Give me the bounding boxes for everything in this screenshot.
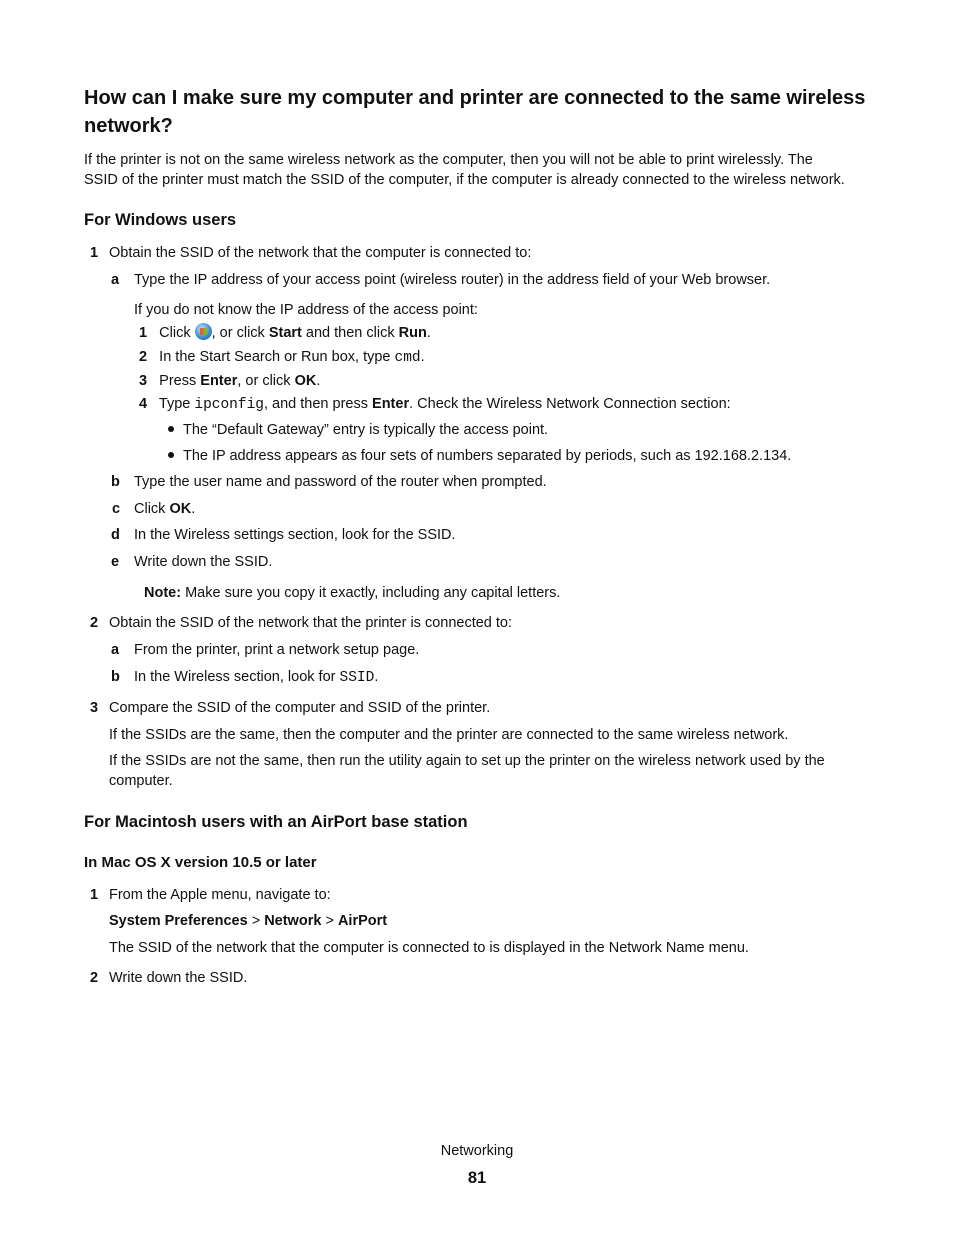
sub-step-2-number: 2 bbox=[139, 349, 148, 365]
sub-step-2-end: . bbox=[420, 349, 425, 365]
bullet-2 bbox=[168, 452, 174, 458]
sub-step-2-pre: In the Start Search or Run box, type bbox=[159, 349, 391, 365]
sub-step-2 bbox=[139, 347, 425, 368]
bullet-1 bbox=[168, 426, 174, 432]
sub-step-1-mid2: and then click bbox=[305, 325, 395, 341]
sub-step-1-pre: Click bbox=[159, 325, 191, 341]
step-1c-text bbox=[134, 499, 195, 519]
step-2-number: 2 bbox=[90, 615, 99, 631]
step-2-text: Obtain the SSID of the network that the printer is connected to: bbox=[109, 615, 513, 631]
mac-step-2-number: 2 bbox=[90, 970, 99, 986]
path-system-preferences: System Preferences bbox=[109, 913, 248, 929]
mac-step-1-desc: The SSID of the network that the computer is connected to is displayed in the Network Name menu. bbox=[109, 940, 749, 956]
sub-step-3-end: . bbox=[316, 373, 321, 389]
note-label: Note: bbox=[144, 585, 182, 601]
mac-step-2-text: Write down the SSID. bbox=[109, 970, 248, 986]
sub-step-1 bbox=[139, 323, 431, 343]
mac-step-1-number: 1 bbox=[90, 887, 99, 903]
page-number: 81 bbox=[467, 1169, 487, 1187]
sub-step-3-number: 3 bbox=[139, 373, 148, 389]
mac-menu-path bbox=[109, 911, 387, 931]
sub-step-3-ok: OK bbox=[294, 373, 317, 389]
note bbox=[144, 583, 560, 603]
path-network: Network bbox=[264, 913, 322, 929]
step-1c-end: . bbox=[191, 501, 196, 517]
intro-line-1: If the printer is not on the same wireless network as the computer, then you will not be able to print wirelessly. The bbox=[84, 152, 813, 168]
step-1e-text: Write down the SSID. bbox=[134, 554, 273, 570]
sub-step-3 bbox=[139, 371, 320, 391]
sub-step-4-end: . Check the Wireless Network Connection section: bbox=[409, 396, 731, 412]
sub-step-1-end: . bbox=[426, 325, 431, 341]
bullet-1-text: The “Default Gateway” entry is typically the access point. bbox=[183, 422, 549, 438]
sub-step-4-number: 4 bbox=[139, 396, 148, 412]
sub-step-1-start: Start bbox=[268, 325, 302, 341]
sub-step-1-mid1: , or click bbox=[211, 325, 265, 341]
step-3-para-2a: If the SSIDs are not the same, then run the utility again to set up the printer on the wireless network used by the bbox=[109, 753, 825, 769]
step-2b-end: . bbox=[374, 669, 379, 685]
windows-start-icon bbox=[195, 323, 212, 340]
sub-step-4-enter: Enter bbox=[372, 396, 410, 412]
bullet-2-text: The IP address appears as four sets of numbers separated by periods, such as 192.168.2.134. bbox=[183, 448, 792, 464]
step-3-para-1: If the SSIDs are the same, then the computer and the printer are connected to the same wireless network. bbox=[109, 727, 789, 743]
intro-line-2: SSID of the printer must match the SSID of the computer, if the computer is already connected to the wireless network. bbox=[84, 172, 845, 188]
step-1d-letter: d bbox=[111, 527, 120, 543]
sub-step-2-code: cmd bbox=[394, 350, 421, 366]
sub-step-4-code: ipconfig bbox=[194, 397, 264, 413]
step-1c-pre: Click bbox=[134, 501, 166, 517]
mac-step-1-text: From the Apple menu, navigate to: bbox=[109, 887, 331, 903]
step-1e-letter: e bbox=[111, 554, 120, 570]
sub-step-3-mid: , or click bbox=[237, 373, 291, 389]
sub-step-4 bbox=[139, 394, 731, 415]
sub-step-3-enter: Enter bbox=[200, 373, 238, 389]
step-2b-pre: In the Wireless section, look for bbox=[134, 669, 336, 685]
step-1c-ok: OK bbox=[169, 501, 192, 517]
step-1a-text: Type the IP address of your access point (wireless router) in the address field of your Web browser. bbox=[134, 272, 771, 288]
sub-step-4-pre: Type bbox=[158, 396, 191, 412]
sub-step-1-number: 1 bbox=[139, 325, 148, 341]
step-2a-text: From the printer, print a network setup page. bbox=[134, 642, 420, 658]
sub-step-1-run: Run bbox=[398, 325, 427, 341]
path-sep-2: > bbox=[325, 913, 334, 929]
step-1b-letter: b bbox=[111, 474, 120, 490]
step-1d-text: In the Wireless settings section, look for the SSID. bbox=[134, 527, 456, 543]
mac-heading: For Macintosh users with an AirPort base station bbox=[84, 813, 468, 831]
step-2b-letter: b bbox=[111, 669, 120, 685]
mac-subheading: In Mac OS X version 10.5 or later bbox=[84, 854, 317, 871]
footer-section: Networking bbox=[440, 1143, 514, 1159]
path-sep-1: > bbox=[251, 913, 261, 929]
step-1-number: 1 bbox=[90, 245, 99, 261]
step-2b-code: SSID bbox=[339, 670, 375, 686]
step-3-text: Compare the SSID of the computer and SSID of the printer. bbox=[109, 700, 491, 716]
step-1-text: Obtain the SSID of the network that the computer is connected to: bbox=[109, 245, 532, 261]
sub-step-3-pre: Press bbox=[159, 373, 197, 389]
step-3-para-2b: computer. bbox=[109, 773, 173, 789]
sub-step-4-mid: , and then press bbox=[264, 396, 368, 412]
step-3-number: 3 bbox=[90, 700, 99, 716]
step-2a-letter: a bbox=[111, 642, 120, 658]
note-text: Make sure you copy it exactly, including any capital letters. bbox=[185, 585, 561, 601]
step-1a-letter: a bbox=[111, 272, 120, 288]
windows-heading: For Windows users bbox=[84, 211, 237, 229]
if-unknown-text: If you do not know the IP address of the access point: bbox=[134, 302, 478, 318]
step-1c-letter: c bbox=[112, 501, 121, 517]
step-2b-text bbox=[134, 667, 378, 688]
step-1b-text: Type the user name and password of the router when prompted. bbox=[134, 474, 547, 490]
path-airport: AirPort bbox=[337, 913, 388, 929]
page-title: How can I make sure my computer and printer are connected to the same wireless network? bbox=[84, 87, 866, 137]
